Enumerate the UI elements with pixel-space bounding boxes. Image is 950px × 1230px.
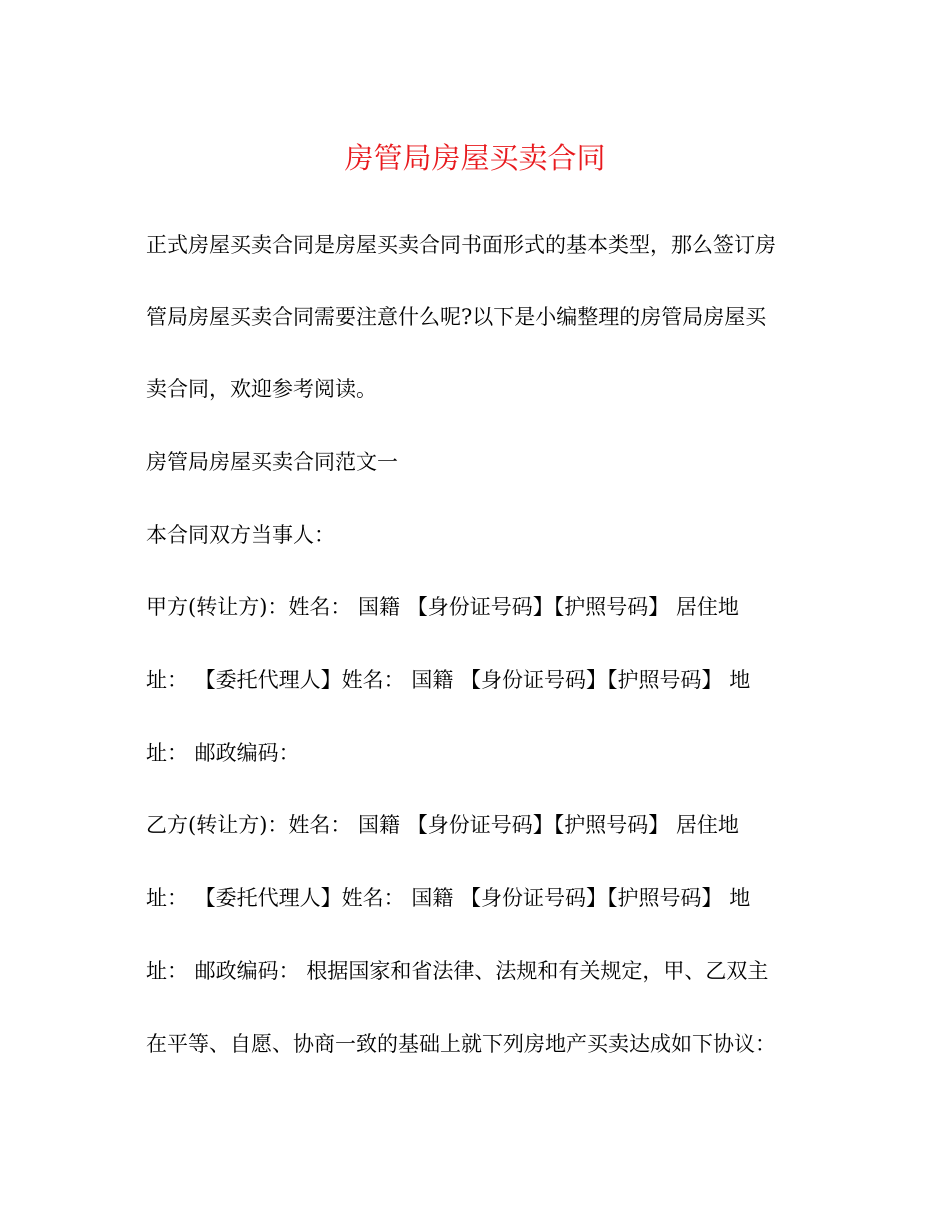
party-b-line-3: 址： 邮政编码： 根据国家和省法律、法规和有关规定，甲、乙双主 (146, 959, 769, 983)
paragraph-line-5: 本合同双方当事人： (146, 523, 335, 547)
paragraph-line-1: 正式房屋买卖合同是房屋买卖合同书面形式的基本类型，那么签订房 (146, 233, 776, 257)
party-a-line-2: 址： 【委托代理人】姓名： 国籍 【身份证号码】【护照号码】 地 (146, 668, 751, 692)
party-b-line-2: 址： 【委托代理人】姓名： 国籍 【身份证号码】【护照号码】 地 (146, 886, 751, 910)
section-heading: 房管局房屋买卖合同范文一 (146, 450, 398, 474)
paragraph-line-3: 卖合同，欢迎参考阅读。 (146, 377, 377, 401)
agreement-line: 在平等、自愿、协商一致的基础上就下列房地产买卖达成如下协议： (146, 1032, 776, 1056)
party-b-line-1: 乙方(转让方)：姓名： 国籍 【身份证号码】【护照号码】 居住地 (146, 813, 739, 837)
party-a-line-1: 甲方(转让方)：姓名： 国籍 【身份证号码】【护照号码】 居住地 (146, 595, 739, 619)
paragraph-line-2: 管局房屋买卖合同需要注意什么呢?以下是小编整理的房管局房屋买 (146, 305, 767, 329)
party-a-line-3: 址： 邮政编码： (146, 741, 300, 765)
document-title: 房管局房屋买卖合同 (344, 141, 606, 175)
